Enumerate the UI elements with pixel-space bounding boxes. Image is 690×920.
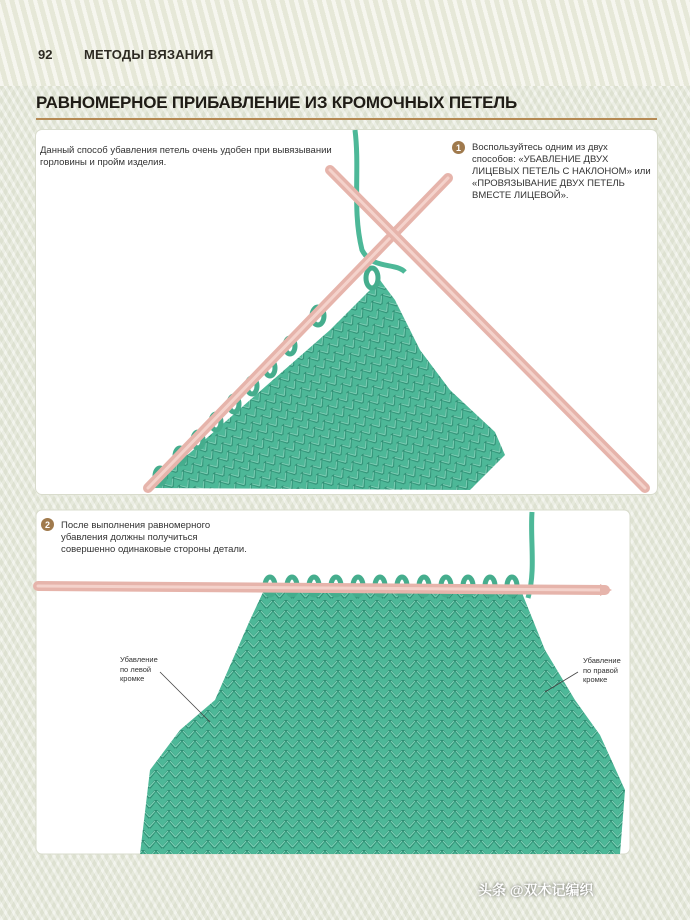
callout-left-label: Убавление по левой кромке bbox=[120, 655, 158, 683]
step-2-badge: 2 bbox=[41, 518, 54, 531]
watermark bbox=[478, 880, 678, 900]
step-2-text: После выполнения равномерного убавления должны получиться совершенно одинаковые стороны детали. bbox=[61, 520, 247, 555]
step-1-badge: 1 bbox=[452, 141, 465, 154]
watermark-text: 头条 @双木记编织 bbox=[478, 882, 594, 898]
callout-right-label: Убавление по правой кромке bbox=[583, 656, 621, 684]
step-1-text: Воспользуйтесь одним из двух способов: «УБАВЛЕНИЕ ДВУХ ЛИЦЕВЫХ ПЕТЕЛЬ С НАКЛОНОМ» или «ПРОВЯЗЫВАНИЕ ДВУХ ПЕТЕЛЬ ВМЕСТЕ ЛИЦЕВОЙ». bbox=[472, 142, 651, 201]
knitted-fabric-1 bbox=[150, 280, 505, 490]
section-title: РАВНОМЕРНОЕ ПРИБАВЛЕНИЕ ИЗ КРОМОЧНЫХ ПЕТЕЛЬ bbox=[36, 93, 518, 112]
running-head: МЕТОДЫ ВЯЗАНИЯ bbox=[84, 47, 214, 62]
intro-text: Данный способ убавления петель очень удобен при вывязывании горловины и пройм изделия. bbox=[40, 145, 332, 168]
page-number: 92 bbox=[38, 47, 53, 62]
